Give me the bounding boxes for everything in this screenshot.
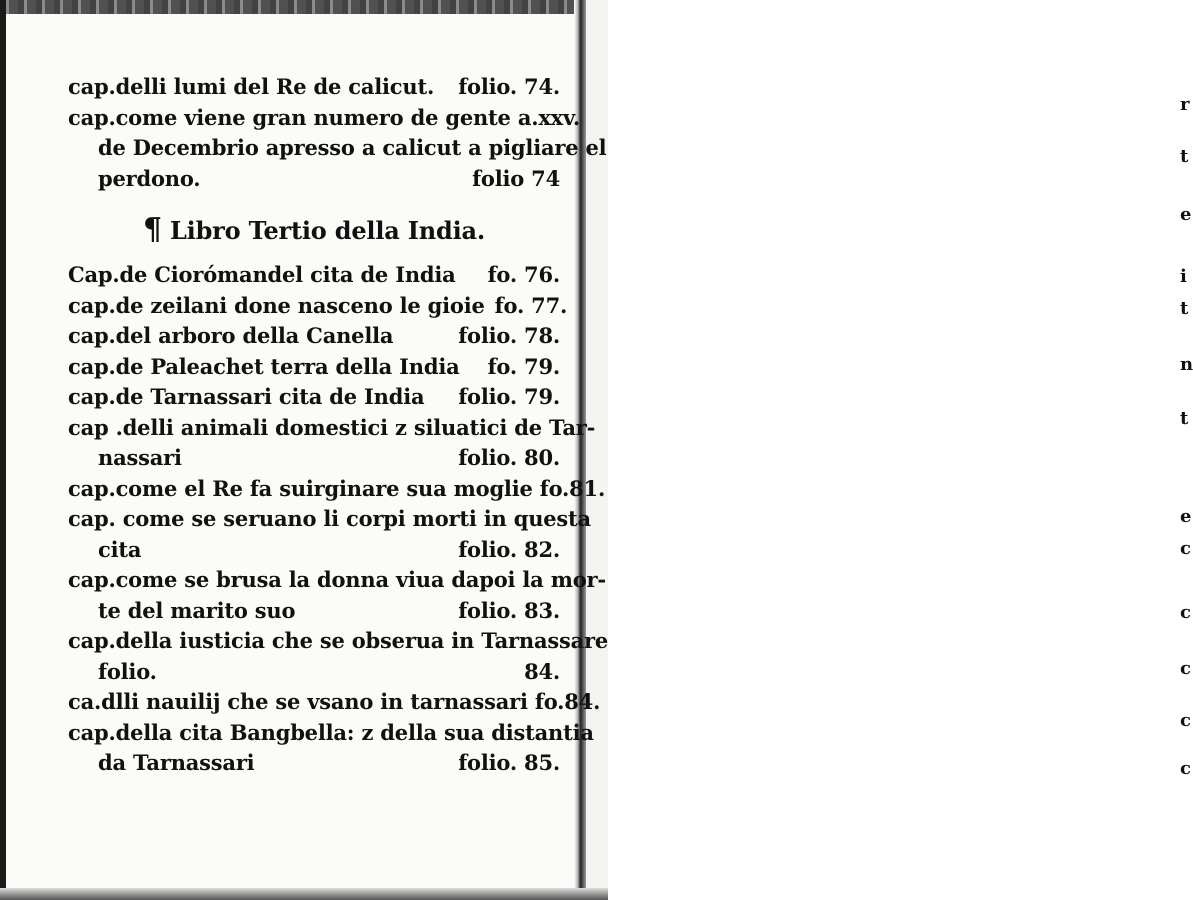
toc-entry-text: cap.come el Re fa suirginare sua moglie fo.81. — [68, 475, 606, 501]
table-of-contents — [68, 74, 609, 781]
toc-line — [68, 598, 560, 629]
toc-entry-text: cap.del arboro della Canella — [68, 323, 394, 348]
toc-entry-text: cap.de Tarnassari cita de India — [68, 384, 425, 409]
toc-entry-text: cap.delli lumi del Re de calicut. — [68, 74, 435, 99]
scan-bottom-edge — [0, 888, 608, 900]
toc-section-book-two-end — [68, 74, 607, 196]
toc-entry-text: te del marito suo — [98, 597, 296, 623]
toc-folio-number: folio. 80. — [458, 445, 560, 470]
toc-entry-text: cap.della cita Bangbella: z della sua distantia — [68, 719, 594, 745]
pilcrow-mark: ¶ — [142, 212, 162, 247]
toc-line — [68, 166, 560, 197]
toc-entry-text: de Decembrio apresso a calicut a pigliare el — [98, 135, 607, 160]
toc-line — [68, 659, 560, 690]
book-heading-text: Libro Tertio della India. — [170, 216, 486, 245]
book-heading — [68, 204, 560, 256]
toc-entry-text: cap.come se brusa la donna viua dapoi la mor- — [68, 567, 606, 592]
toc-folio-number: fo. 79. — [487, 353, 560, 379]
toc-entry-text: cap .delli animali domestici z siluatici de Tar- — [68, 414, 596, 440]
toc-entry-text: perdono. — [98, 165, 201, 191]
toc-line — [68, 292, 568, 324]
toc-line — [68, 475, 606, 507]
toc-line — [68, 323, 560, 354]
toc-folio-number: folio. 78. — [458, 323, 560, 348]
toc-folio-number: folio. 74. — [458, 74, 560, 99]
toc-folio-number: folio. 83. — [458, 597, 560, 623]
toc-line — [68, 506, 591, 537]
toc-line — [68, 537, 560, 568]
toc-entry-text: Cap.de Ciorómandel cita de India — [68, 262, 456, 287]
toc-entry-text: cap. come se seruano li corpi morti in questa — [68, 506, 591, 531]
toc-folio-number: fo. 77. — [494, 292, 568, 318]
scan-left-edge — [0, 0, 6, 900]
toc-line — [68, 354, 560, 385]
toc-line — [68, 384, 560, 415]
toc-line — [68, 719, 594, 751]
toc-entry-text: folio. — [98, 658, 157, 684]
toc-line — [68, 628, 609, 659]
toc-entry-text: ca.dlli nauilij che se vsano in tarnassari fo.84. — [68, 689, 601, 714]
toc-entry-text: nassari — [98, 445, 182, 470]
toc-folio-number: folio. 82. — [458, 536, 560, 562]
toc-line — [68, 262, 560, 293]
toc-folio-number: folio 74 — [472, 165, 560, 191]
next-page-edge: r t e i t n t e c c c c c — [586, 0, 608, 900]
toc-folio-number: folio. 79. — [458, 384, 560, 409]
toc-folio-number: fo. 76. — [487, 262, 560, 287]
toc-folio-number: 84. — [524, 658, 560, 684]
toc-line — [68, 445, 560, 476]
toc-entry-text: cap.de zeilani done nasceno le gioie — [68, 292, 485, 318]
toc-line — [68, 689, 601, 720]
toc-line — [68, 750, 560, 781]
toc-entry-text: cap.de Paleachet terra della India — [68, 353, 460, 379]
toc-line — [68, 135, 607, 166]
scan-top-edge — [0, 0, 600, 14]
toc-line — [68, 104, 580, 136]
toc-line — [68, 414, 596, 446]
toc-line — [68, 74, 560, 105]
toc-entry-text: cap.come viene gran numero de gente a.xxv. — [68, 104, 580, 130]
toc-folio-number: folio. 85. — [458, 750, 560, 775]
toc-line — [68, 567, 606, 598]
toc-section-book-three — [68, 262, 609, 781]
toc-entry-text: cita — [98, 536, 142, 562]
toc-entry-text: da Tarnassari — [98, 750, 255, 775]
toc-entry-text: cap.della iusticia che se obserua in Tarnassare — [68, 628, 609, 653]
